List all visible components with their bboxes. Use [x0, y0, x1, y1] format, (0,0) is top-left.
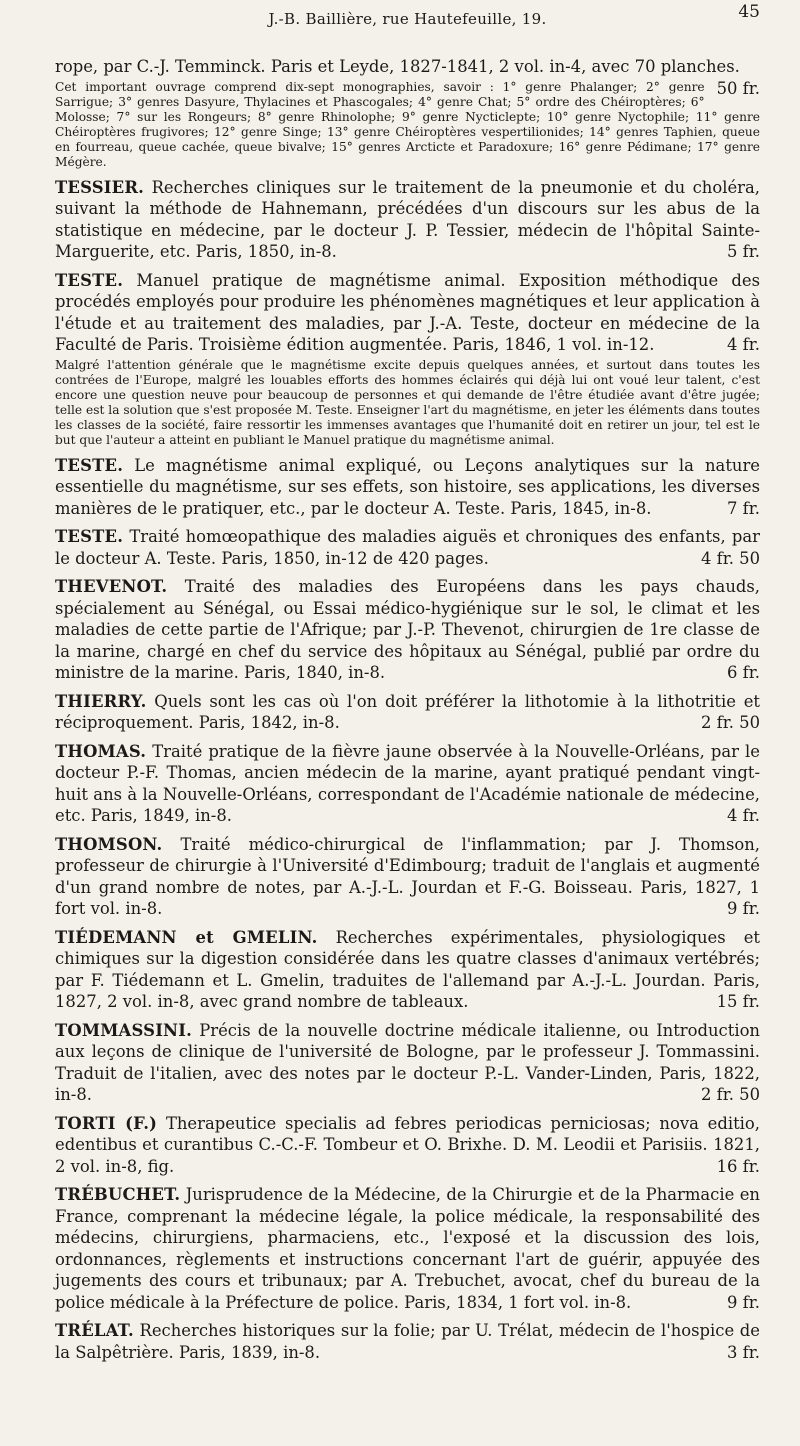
catalog-entry [55, 741, 760, 827]
catalog-entry [55, 526, 760, 569]
entry-author: TESTE. [55, 270, 124, 290]
entry-text: Recherches expérimentales, physiologiques et chimiques sur la digestion considérée dans les quatre classes d'animaux vertébrés; par F. Tiédemann et L. Gmelin, traduites de l'allemand par A.-J.-L. Jourdan. Paris, 1827, 2 vol. in-8, avec grand nombre de tableaux. [55, 927, 760, 1011]
catalog-entry [55, 1184, 760, 1313]
page-number: 45 [738, 2, 760, 22]
entry-price: 7 fr. [727, 498, 760, 518]
entry-price: 50 fr. [716, 78, 760, 98]
entry-text: Recherches historiques sur la folie; par U. Trélat, médecin de l'hospice de la Salpêtrière. Paris, 1839, in-8. [55, 1321, 760, 1362]
entry-price: 2 fr. 50 [700, 713, 760, 732]
page-header [55, 0, 760, 44]
entry-text: Recherches cliniques sur le traitement de la pneumonie et du choléra, suivant la méthode de Hahnemann, précédées d'un discours sur les abus de la statistique en médecine, par le docteur J. P. Tessier, médecin de l'hôpital Sainte-Marguerite, etc. Paris, 1850, in-8. [55, 177, 760, 261]
entry-text: Therapeutice specialis ad febres periodicas perniciosas; nova editio, edentibus et curantibus C.-C.-F. Tombeur et O. Brixhe. D. M. Leodii et Parisiis. 1821, 2 vol. in-8, fig. [55, 1113, 761, 1176]
entry-price: 9 fr. [727, 1292, 760, 1312]
entry-price: 16 fr. [716, 1156, 760, 1176]
entry-text: Traité pratique de la fièvre jaune observée à la Nouvelle-Orléans, par le docteur P.-F. Thomas, ancien médecin de la marine, ayant pratiqué pendant vingt-huit ans à la Nouvelle-Orléans, correspondant de l'Académie nationale de médecine, etc. Paris, 1849, in-8. [55, 741, 760, 825]
catalog-entry [55, 455, 760, 520]
entry-price: 9 fr. [727, 899, 760, 918]
entry-author: TESTE. [55, 527, 124, 546]
catalog-entry [55, 1020, 760, 1106]
entry-text: Traité médico-chirurgical de l'inflammation; par J. Thomson, professeur de chirurgie à l'Université d'Edimbourg; traduit de l'anglais et augmenté d'un grand nombre de notes, par A.-J.-L. Jourdan et F.-G. Boisseau. Paris, 1827, 1 fort vol. in-8. [55, 834, 760, 918]
entry-author: THOMAS. [55, 741, 147, 761]
entry-author: TRÉLAT. [55, 1321, 134, 1340]
entry-price: 4 fr. 50 [700, 548, 760, 568]
catalog-entries [55, 56, 760, 1363]
entry-price: 15 fr. [716, 992, 760, 1011]
entry-text: Manuel pratique de magnétisme animal. Exposition méthodique des procédés employés pour produire les phénomènes magnétiques et leur application à l'étude et au traitement des maladies, par J.-A. Teste, docteur en médecine de la Faculté de Paris. Troisième édition augmentée. Paris, 1846, 1 vol. in-12. [55, 270, 760, 354]
entry-author: TESSIER. [55, 177, 145, 197]
entry-text: rope, par C.-J. Temminck. Paris et Leyde, 1827-1841, 2 vol. in-4, avec 70 planches. [55, 57, 740, 76]
catalog-entry [55, 1320, 760, 1363]
entry-note: Malgré l'attention générale que le magnétisme excite depuis quelques années, et surtout dans toutes les contrées de l'Europe, malgré les louables efforts des hommes éclairés qui déjà lui ont voué leur talent, c'est encore une question neuve pour beaucoup de personnes et qui demande de l'être étudiée avant d'être jugée; telle est la solution que s'est proposée M. Teste. Enseigner l'art du magnétisme, en jeter les éléments dans toutes les classes de la société, faire ressortir les immenses avantages que l'humanité doit en retirer un jour, tel est le but que l'auteur a atteint en publiant le Manuel pratique du magnétisme animal. [55, 357, 760, 447]
entry-author: TORTI (F.) [55, 1113, 158, 1133]
entry-text: Précis de la nouvelle doctrine médicale italienne, ou Introduction aux leçons de clinique de l'université de Bologne, par le professeur J. Tommassini. Traduit de l'italien, avec des notes par le docteur P.-L. Vander-Linden, Paris, 1822, in-8. [55, 1020, 760, 1104]
catalog-entry [55, 177, 760, 263]
entry-text: Traité homœopathique des maladies aiguës et chroniques des enfants, par le docteur A. Teste. Paris, 1850, in-12 de 420 pages. [55, 527, 760, 568]
entry-text: Jurisprudence de la Médecine, de la Chirurgie et de la Pharmacie en France, comprenant la médecine légale, la police médicale, la responsabilité des médecins, chirurgiens, pharmaciens, etc., l'exposé et la discussion des lois, ordonnances, règlements et instructions concernant l'art de guérir, appuyée des jugements des cours et tribunaux; par A. Trebuchet, avocat, chef du bureau de la police médicale à la Préfecture de police. Paris, 1834, 1 fort vol. in-8. [55, 1185, 760, 1312]
catalog-entry [55, 56, 760, 170]
entry-price: 6 fr. [727, 663, 760, 682]
entry-price: 5 fr. [727, 242, 760, 261]
entry-text: Quels sont les cas où l'on doit préférer la lithotomie à la lithotritie et réciproquement. Paris, 1842, in-8. [55, 691, 760, 732]
entry-price: 2 fr. 50 [700, 1085, 760, 1104]
entry-author: TESTE. [55, 455, 124, 475]
catalog-entry [55, 1113, 760, 1178]
entry-author: THIERRY. [55, 691, 147, 711]
entry-author: TRÉBUCHET. [55, 1185, 181, 1204]
entry-text: Traité des maladies des Européens dans les pays chauds, spécialement au Sénégal, ou Essai médico-hygiénique sur le sol, le climat et les maladies de cette partie de l'Afrique; par J.-P. Thevenot, chirurgien de 1re classe de la marine, chargé en chef du service des hôpitaux au Sénégal, publié par ordre du ministre de la marine. Paris, 1840, in-8. [55, 577, 760, 682]
catalog-entry [55, 927, 760, 1013]
catalog-entry [55, 691, 760, 734]
entry-author: THOMSON. [55, 834, 163, 854]
catalog-entry [55, 834, 760, 920]
entry-price: 4 fr. [727, 806, 760, 825]
entry-author: TIÉDEMANN et GMELIN. [55, 927, 318, 947]
running-head: J.-B. Baillière, rue Hautefeuille, 19. [268, 10, 547, 28]
entry-price: 3 fr. [727, 1342, 760, 1362]
catalog-entry [55, 576, 760, 684]
entry-author: TOMMASSINI. [55, 1020, 193, 1040]
entry-price: 4 fr. [727, 335, 760, 354]
entry-text: Le magnétisme animal expliqué, ou Leçons analytiques sur la nature essentielle du magnétisme, sur ses effets, son histoire, ses applications, les diverses manières de le pratiquer, etc., par le docteur A. Teste. Paris, 1845, in-8. [55, 455, 760, 518]
entry-note: Cet important ouvrage comprend dix-sept monographies, savoir : 1° genre Phalanger; 2° genre Sarrigue; 3° genres Dasyure, Thylacines et Phascogales; 4° genre Chat; 5° ordre des Chéiroptères; 6° Molosse; 7° sur les Rongeurs; 8° genre Rhinolophe; 9° genre Nycticlepte; 10° genre Nyctophile; 11° genre Chéiroptères frugivores; 12° genre Singe; 13° genre Chéiroptères vespertilionides; 14° genres Taphien, queue en fourreau, queue cachée, queue bivalve; 15° genres Arcticte et Paradoxure; 16° genre Pédimane; 17° genre Mégère. [55, 79, 760, 169]
catalog-entry [55, 270, 760, 448]
entry-author: THEVENOT. [55, 577, 168, 596]
